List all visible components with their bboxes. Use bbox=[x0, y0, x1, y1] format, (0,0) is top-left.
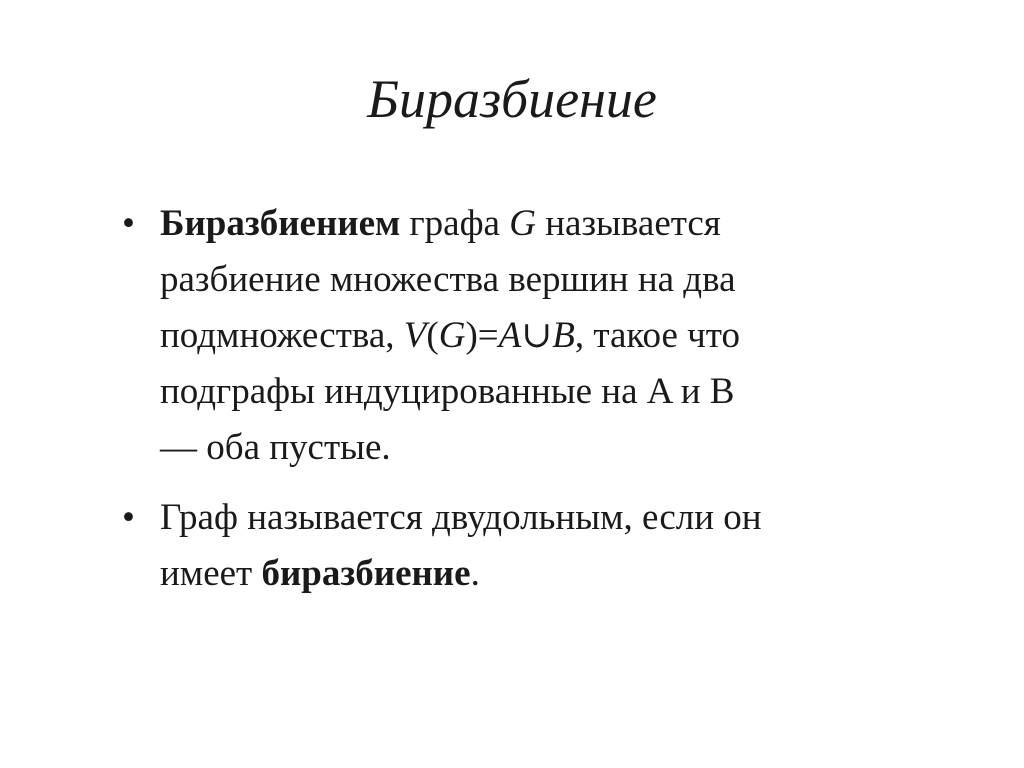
bullet-dot-icon: • bbox=[122, 497, 135, 538]
text-segment: графа bbox=[400, 203, 510, 244]
definition-line-4: подграфы индуцированные на A и B bbox=[160, 371, 735, 412]
text-segment: называется bbox=[535, 203, 721, 244]
text-segment: подмножества, bbox=[160, 315, 404, 356]
math-var-g: G bbox=[509, 203, 536, 244]
math-paren: ( bbox=[426, 315, 439, 356]
math-paren-equals: )= bbox=[465, 315, 499, 356]
bullet-list bbox=[122, 196, 912, 616]
math-var-b: B bbox=[552, 315, 575, 356]
text-segment: имеет bbox=[160, 553, 262, 594]
term-birazbieniem: Биразбиением bbox=[160, 203, 401, 244]
math-var-a: A bbox=[498, 315, 522, 356]
bipartite-line-2 bbox=[160, 546, 912, 602]
bullet-dot-icon: • bbox=[122, 203, 135, 244]
bullet-item-definition bbox=[122, 196, 912, 476]
definition-line-3 bbox=[160, 308, 912, 364]
slide-title: Биразбиение bbox=[367, 69, 657, 129]
bipartite-line-1: Граф называется двудольным, если он bbox=[160, 497, 762, 538]
bullet-item-bipartite bbox=[122, 490, 912, 602]
text-segment: . bbox=[470, 553, 480, 594]
definition-line-2: разбиение множества вершин на два bbox=[160, 259, 736, 300]
math-var-g: G bbox=[438, 315, 466, 356]
term-birazbienie: биразбиение bbox=[261, 553, 471, 594]
text-segment: , такое что bbox=[574, 315, 740, 356]
union-symbol: ∪ bbox=[521, 315, 553, 356]
definition-line-5: — оба пустые. bbox=[160, 427, 391, 468]
math-var-v: V bbox=[403, 315, 427, 356]
definition-line-1 bbox=[160, 196, 912, 252]
